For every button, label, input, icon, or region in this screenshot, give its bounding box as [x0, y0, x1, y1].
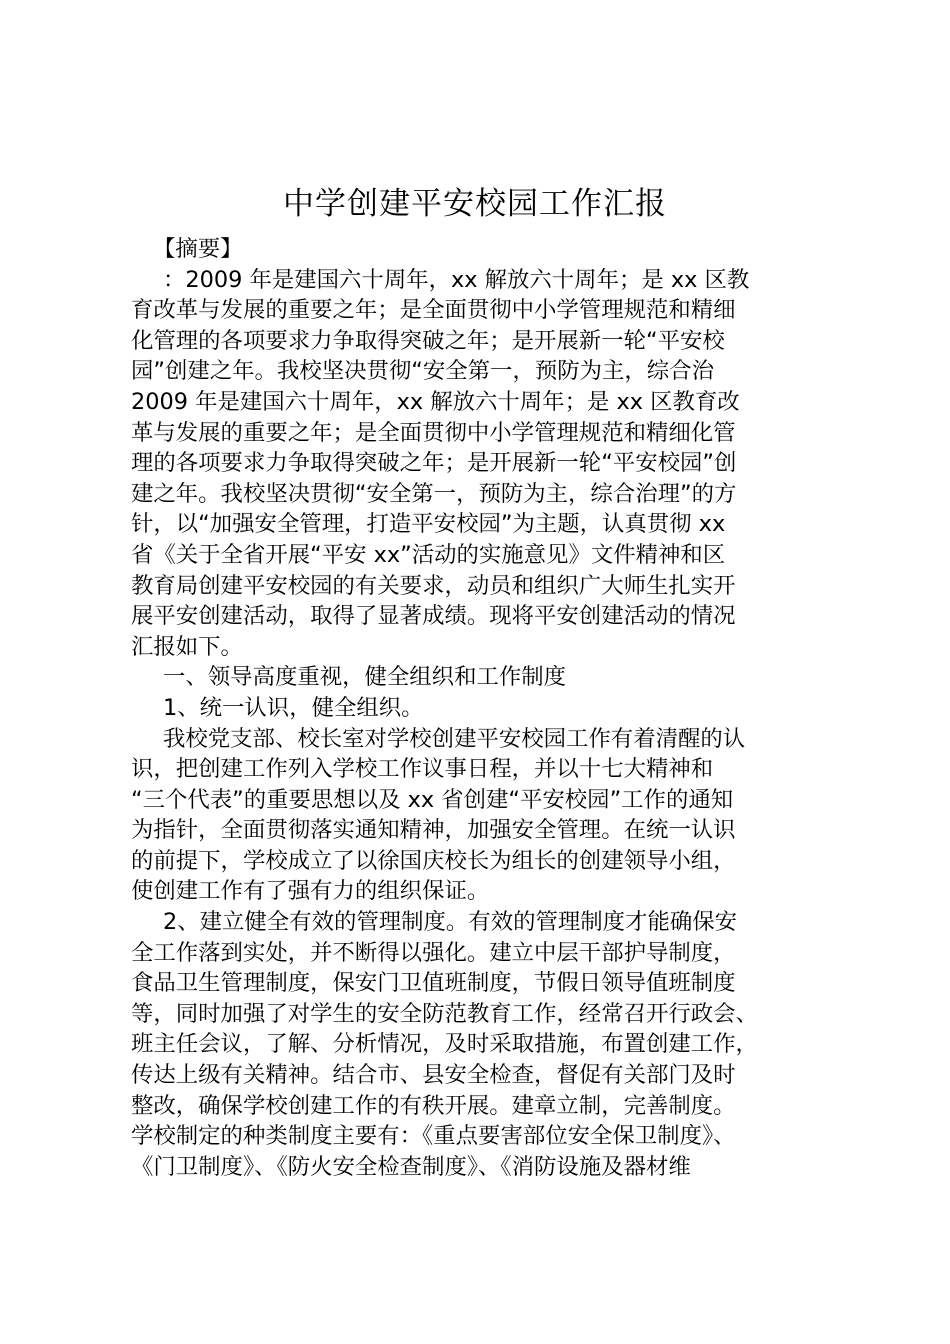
document-title: 中学创建平安校园工作汇报	[283, 186, 667, 222]
text-line: 整改，确保学校创建工作的有秩开展。建章立制，完善制度。	[131, 1092, 736, 1119]
text-line: 传达上级有关精神。结合市、县安全检查，督促有关部门及时	[131, 1062, 736, 1089]
text-line: 食品卫生管理制度，保安门卫值班制度，节假日领导值班制度	[131, 970, 736, 997]
text-line: 化管理的各项要求力争取得突破之年；是开展新一轮“平安校	[131, 327, 725, 354]
text-line: 学校制定的种类制度主要有：《重点要害部位安全保卫制度》、	[131, 1123, 736, 1150]
text-line: 【摘要】	[153, 236, 243, 262]
text-line: 育改革与发展的重要之年；是全面贯彻中小学管理规范和精细	[131, 297, 736, 324]
text-line: 识，把创建工作列入学校工作议事日程，并以十七大精神和	[131, 756, 714, 783]
text-line: 为指针，全面贯彻落实通知精神，加强安全管理。在统一认识	[131, 817, 736, 844]
text-line: 的前提下，学校成立了以徐国庆校长为组长的创建领导小组，	[131, 847, 736, 874]
document-body	[131, 234, 851, 1182]
text-line: 使创建工作有了强有力的组织保证。	[131, 878, 490, 905]
text-line: 园”创建之年。我校坚决贯彻“安全第一，预防为主，综合治	[131, 358, 714, 385]
text-line: 汇报如下。	[131, 633, 243, 660]
text-line: 理的各项要求力争取得突破之年；是开展新一轮“平安校园”创	[131, 450, 737, 477]
text-line: 班主任会议，了解、分析情况，及时采取措施，布置创建工作，	[131, 1031, 758, 1058]
text-line: 《门卫制度》、《防火安全检查制度》、《消防设施及器材维	[131, 1153, 691, 1180]
text-line: 2009 年是建国六十周年，xx 解放六十周年；是 xx 区教育改	[131, 388, 740, 415]
text-line: “三个代表”的重要思想以及 xx 省创建“平安校园”工作的通知	[131, 786, 734, 813]
text-line: 展平安创建活动，取得了显著成绩。现将平安创建活动的情况	[131, 603, 736, 630]
text-line: 革与发展的重要之年；是全面贯彻中小学管理规范和精细化管	[131, 419, 736, 446]
text-line: 一、领导高度重视，健全组织和工作制度	[163, 664, 567, 691]
text-line: 针，以“加强安全管理，打造平安校园”为主题，认真贯彻 xx	[131, 511, 726, 538]
text-line: 建之年。我校坚决贯彻“安全第一，预防为主，综合治理”的方	[131, 480, 737, 507]
text-line: 1、统一认识，健全组织。	[163, 694, 424, 721]
text-line: 教育局创建平安校园的有关要求，动员和组织广大师生扎实开	[131, 572, 736, 599]
text-line: 2、建立健全有效的管理制度。有效的管理制度才能确保安	[163, 909, 738, 936]
text-line: 省《关于全省开展“平安 xx”活动的实施意见》文件精神和区	[131, 541, 726, 568]
text-line: 我校党支部、校长室对学校创建平安校园工作有着清醒的认	[163, 725, 746, 752]
text-line: 等，同时加强了对学生的安全防范教育工作，经常召开行政会、	[131, 1000, 758, 1027]
text-line: ：2009 年是建国六十周年，xx 解放六十周年；是 xx 区教	[163, 266, 750, 293]
text-line: 全工作落到实处，并不断得以强化。建立中层干部护导制度，	[131, 939, 736, 966]
